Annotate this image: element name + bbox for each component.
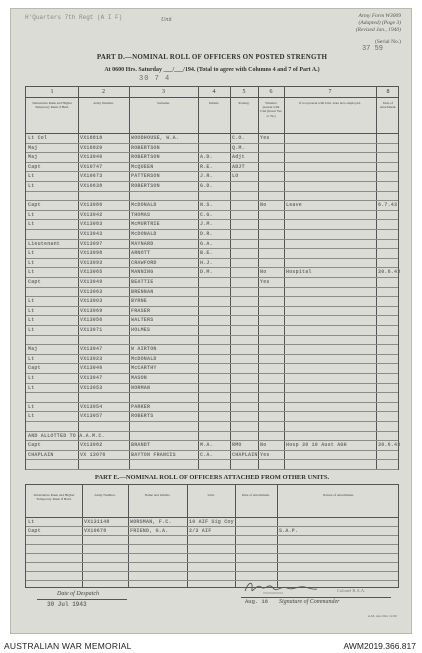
table-cell: 30.6.43	[378, 269, 400, 276]
table-cell: VX13056	[80, 317, 103, 324]
table-cell: VX13053	[80, 384, 103, 391]
row-rule	[26, 171, 398, 172]
table-cell: BAYTON FRANCIS	[131, 451, 176, 458]
column-header: Army Number.	[93, 101, 114, 105]
table-cell: AND ALLOTTED TO A.A.M.C.	[28, 432, 105, 439]
table-cell: LO	[232, 173, 239, 180]
table-cell: A.D.	[200, 154, 213, 161]
table-cell: ROBERTS	[131, 413, 154, 420]
table-cell: Hospital	[286, 269, 312, 276]
table-cell: Lt	[28, 375, 35, 381]
table-cell: Lt	[28, 173, 35, 180]
row-rule	[26, 315, 398, 316]
serial-label: (Serial No.)	[375, 39, 401, 45]
table-cell: MANNING	[131, 269, 154, 276]
table-cell: Capt	[28, 202, 41, 209]
table-cell: RMO	[232, 442, 242, 449]
row-rule	[26, 239, 398, 240]
table-cell: VX13069	[80, 307, 103, 314]
table-cell: Capt	[28, 528, 41, 534]
row-rule	[26, 571, 398, 572]
table-cell: No	[260, 442, 267, 449]
table-cell: D.R.	[200, 231, 213, 237]
table-cell: VX13098	[80, 250, 103, 257]
table-cell: 30.6.43	[378, 442, 400, 449]
archive-name: AUSTRALIAN WAR MEMORIAL	[4, 641, 132, 651]
army-form-reference	[356, 13, 401, 34]
table-cell: VX13082	[80, 442, 103, 449]
table-cell: VX13057	[80, 413, 103, 420]
table-cell: Capt	[28, 365, 41, 372]
table-cell: D.M.	[200, 269, 213, 276]
table-cell: Leave	[286, 202, 303, 209]
army-form-revised: (Revised Jan., 1940)	[355, 27, 401, 33]
table-cell: THOMAS	[131, 211, 151, 218]
table-cell: MAYNARD	[131, 240, 154, 247]
column-number: 2	[102, 89, 105, 95]
column-number: 4	[212, 89, 216, 95]
dispatch-date: 30 Jul 1943	[47, 601, 87, 608]
signature-label: Signature of Commander	[279, 599, 340, 605]
table-cell: 6.7.43	[378, 202, 398, 209]
header-rule	[26, 133, 398, 134]
dispatch-rule	[37, 599, 127, 600]
signature-date: Aug. 16	[245, 598, 269, 605]
row-rule	[26, 562, 398, 563]
table-cell: VX13047	[80, 346, 103, 353]
column-header: Name and Initials.	[144, 493, 171, 497]
table-cell: Adjt	[232, 154, 245, 161]
column-header: Substantive Rank and Higher Temporary Rank if Held.	[32, 101, 72, 110]
table-cell: VX10747	[80, 163, 103, 170]
row-rule	[26, 580, 398, 581]
row-rule	[26, 152, 398, 153]
table-cell: Lt	[28, 519, 35, 525]
header-rule	[26, 97, 398, 98]
row-rule	[26, 162, 398, 163]
printer-mark: A.M. Aus Mar 12/40	[367, 614, 397, 618]
table-cell: Lt Col	[28, 135, 48, 141]
table-cell: CHAPLAIN	[232, 451, 258, 458]
table-cell: Capt	[28, 163, 41, 170]
column-header: Surname.	[157, 101, 170, 105]
table-cell: VX13003	[80, 298, 103, 305]
row-rule	[26, 344, 398, 345]
column-number: 8	[386, 89, 390, 95]
table-cell: MASON	[131, 375, 148, 381]
table-cell: Lt	[28, 413, 35, 420]
row-rule	[26, 287, 398, 288]
table-cell: W AIRTON	[131, 346, 157, 353]
table-cell: NORMAN	[131, 384, 151, 391]
table-cell: No	[260, 269, 267, 276]
table-cell: PATTERSON	[131, 173, 160, 180]
table-cell: VX13097	[80, 240, 103, 247]
row-rule	[26, 553, 398, 554]
row-rule	[26, 459, 398, 460]
table-cell: WORSMAN, F.C.	[130, 519, 172, 525]
table-cell: PARKER	[131, 403, 151, 410]
table-cell: M.A.	[200, 442, 213, 449]
table-cell: McMURTRIE	[131, 221, 160, 228]
row-rule	[26, 373, 398, 374]
column-number: 7	[328, 89, 332, 95]
column-number: 1	[50, 89, 54, 95]
row-rule	[26, 431, 398, 432]
part-d-title: PART D.—NOMINAL ROLL OF OFFICERS ON POSTED STRENGTH	[96, 53, 328, 61]
table-cell: Yes	[260, 451, 270, 458]
header-rule	[26, 517, 398, 518]
row-rule	[26, 335, 398, 336]
table-cell: VX13093	[80, 259, 103, 266]
table-cell: Lt	[28, 221, 35, 228]
table-cell: VX13049	[80, 279, 103, 285]
table-cell: VX13071	[80, 327, 103, 333]
table-cell: HOLMES	[131, 327, 151, 333]
table-cell: 10 AIF Sig Coy	[189, 519, 234, 525]
table-cell: Yes	[260, 135, 270, 141]
row-rule	[26, 181, 398, 182]
army-form-adapted: (Adapted) (Page 3)	[358, 20, 401, 26]
unit-label: Unit	[161, 17, 172, 23]
column-header: Date of Attachment.	[379, 101, 397, 110]
table-cell: Lt	[28, 250, 35, 257]
row-rule	[26, 383, 398, 384]
row-rule	[26, 526, 398, 527]
table-cell: VX13040	[80, 154, 103, 161]
part-d-table	[25, 86, 399, 470]
catalogue-number: AWM2019.366.817	[343, 641, 416, 651]
table-cell: VX10673	[80, 173, 103, 180]
row-rule	[26, 267, 398, 268]
column-header: Substantive Rank and Higher Temporary Rank if Held.	[33, 493, 75, 502]
row-rule	[26, 143, 398, 144]
table-cell: Lt	[28, 183, 35, 189]
serial-value: 37 59	[361, 45, 383, 53]
row-rule	[26, 191, 398, 192]
table-cell: C.G.	[200, 211, 213, 218]
table-cell: BRANDT	[131, 442, 151, 449]
column-header: Unit.	[207, 493, 215, 497]
table-cell: VX 13076	[80, 451, 106, 458]
table-cell: ADJT	[232, 163, 245, 170]
column-number: 3	[162, 89, 165, 95]
table-cell: Lt	[28, 298, 35, 305]
table-cell: VX13023	[80, 355, 103, 362]
table-cell: Lieutenant	[28, 240, 61, 247]
table-cell: Lt	[28, 327, 35, 333]
column-header: Initials.	[208, 101, 220, 105]
row-rule	[26, 200, 398, 201]
table-cell: VX10638	[80, 183, 103, 189]
row-rule	[26, 544, 398, 545]
row-rule	[26, 277, 398, 278]
row-rule	[26, 450, 398, 451]
row-rule	[26, 392, 398, 393]
table-cell: Hosp 30 10 Aust AGH	[286, 442, 347, 449]
table-cell: 2/3 AIF	[189, 528, 212, 534]
table-cell: No	[260, 202, 267, 209]
table-cell: J.R.	[200, 173, 213, 180]
table-cell: J.M.	[200, 221, 213, 228]
table-cell: B.E.	[200, 250, 213, 257]
table-cell: McDONALD	[131, 355, 157, 362]
archive-caption	[0, 637, 422, 653]
table-cell: R.E.	[200, 163, 213, 170]
table-cell: BRENNAN	[131, 288, 154, 295]
row-rule	[26, 296, 398, 297]
table-cell: VX10678	[84, 528, 107, 534]
table-cell: Lt	[28, 269, 35, 276]
table-cell: ROBERTSON	[131, 183, 160, 189]
table-cell: WALTERS	[131, 317, 154, 324]
table-cell: VX13043	[80, 231, 103, 237]
row-rule	[26, 440, 398, 441]
table-cell: WOODHOUSE, W.A.	[131, 135, 180, 141]
table-cell: N.S.	[200, 202, 213, 209]
row-rule	[26, 229, 398, 230]
column-number: 5	[242, 89, 246, 95]
table-cell: CRAWFORD	[131, 259, 157, 266]
column-header: Date of Attachment.	[241, 493, 271, 497]
table-cell: VX18820	[80, 144, 103, 151]
unit-value: H'Quarters 7th Regt (A I F)	[25, 14, 123, 21]
column-header: Nature of Attachment.	[322, 493, 355, 497]
row-rule	[26, 248, 398, 249]
table-cell: ROBERTSON	[131, 154, 160, 161]
table-cell: VX13065	[80, 269, 103, 276]
table-cell: C.A.	[200, 451, 213, 458]
table-cell: FRIEND, G.A.	[130, 528, 169, 534]
table-cell: Lt	[28, 355, 35, 362]
table-cell: Maj	[28, 346, 38, 353]
table-cell: Q.M.	[232, 144, 245, 151]
column-header: Whether present with Unit (Insert Yes or No)	[260, 101, 282, 118]
row-rule	[26, 306, 398, 307]
table-cell: Capt	[28, 279, 41, 285]
column-header: Army Number.	[94, 493, 116, 497]
table-cell: Capt	[28, 442, 41, 449]
signature-rank: Colonel R.A.A.	[337, 588, 366, 593]
table-cell: BEATTIE	[131, 279, 154, 285]
table-cell: McQUEEN	[131, 163, 154, 170]
table-cell: McDONALD	[131, 231, 157, 237]
table-cell: Lt	[28, 403, 35, 410]
row-rule	[26, 258, 398, 259]
table-cell: Lt	[28, 259, 35, 266]
table-cell: VX13047	[80, 375, 103, 381]
table-cell: McCARTHY	[131, 365, 157, 372]
table-cell: VX13083	[80, 221, 103, 228]
row-rule	[26, 325, 398, 326]
date-fill: 30 7 4	[139, 75, 171, 83]
table-cell: FRASER	[131, 307, 151, 314]
commander-signature	[243, 579, 333, 597]
table-cell: VX13086	[80, 202, 103, 209]
army-form-number: Army Form W3009	[358, 13, 401, 19]
table-cell: Yes	[260, 279, 270, 285]
table-cell: G.D.	[200, 183, 213, 189]
dispatch-label: Date of Despatch	[57, 591, 99, 597]
row-rule	[26, 411, 398, 412]
table-cell: Lt	[28, 317, 35, 324]
table-cell: BYRNE	[131, 298, 148, 305]
table-cell: ROBERTSON	[131, 144, 160, 151]
table-cell: Lt	[28, 307, 35, 314]
table-cell: VX13063	[80, 288, 103, 295]
row-rule	[26, 354, 398, 355]
table-cell: CHAPLAIN	[28, 451, 54, 458]
column-number: 6	[269, 89, 273, 95]
table-cell: VX18818	[80, 135, 103, 141]
table-cell: VX13042	[80, 211, 103, 218]
table-cell: G.A.	[200, 240, 213, 247]
part-e-title: PART E.—NOMINAL ROLL OF OFFICERS ATTACHED FROM OTHER UNITS.	[94, 474, 330, 481]
date-line: At 0600 Hrs. Saturday ___/___/194. (Total to agree with Columns 4 and 7 of Part A.)	[104, 67, 320, 73]
column-header: Posting.	[238, 101, 250, 105]
table-cell: H.J.	[200, 259, 213, 266]
table-cell: Lt	[28, 211, 35, 218]
row-rule	[26, 363, 398, 364]
table-cell: Lt	[28, 384, 35, 391]
table-cell: Maj	[28, 144, 38, 151]
row-rule	[26, 421, 398, 422]
table-cell: VX13046	[80, 365, 103, 372]
table-cell: C.O.	[232, 135, 245, 141]
row-rule	[26, 469, 398, 470]
row-rule	[26, 402, 398, 403]
row-rule	[26, 219, 398, 220]
row-rule	[26, 535, 398, 536]
form-sheet	[10, 8, 412, 634]
table-cell: Maj	[28, 154, 38, 161]
table-cell: VX13054	[80, 403, 103, 410]
table-cell: S.A.P.	[279, 528, 299, 534]
column-header: If not present with Unit, state how employed.	[299, 101, 361, 105]
table-cell: ARNOTT	[131, 250, 151, 257]
row-rule	[26, 210, 398, 211]
table-cell: McDONALD	[131, 202, 157, 209]
part-e-table	[25, 484, 399, 588]
table-cell: VX131148	[84, 519, 110, 525]
